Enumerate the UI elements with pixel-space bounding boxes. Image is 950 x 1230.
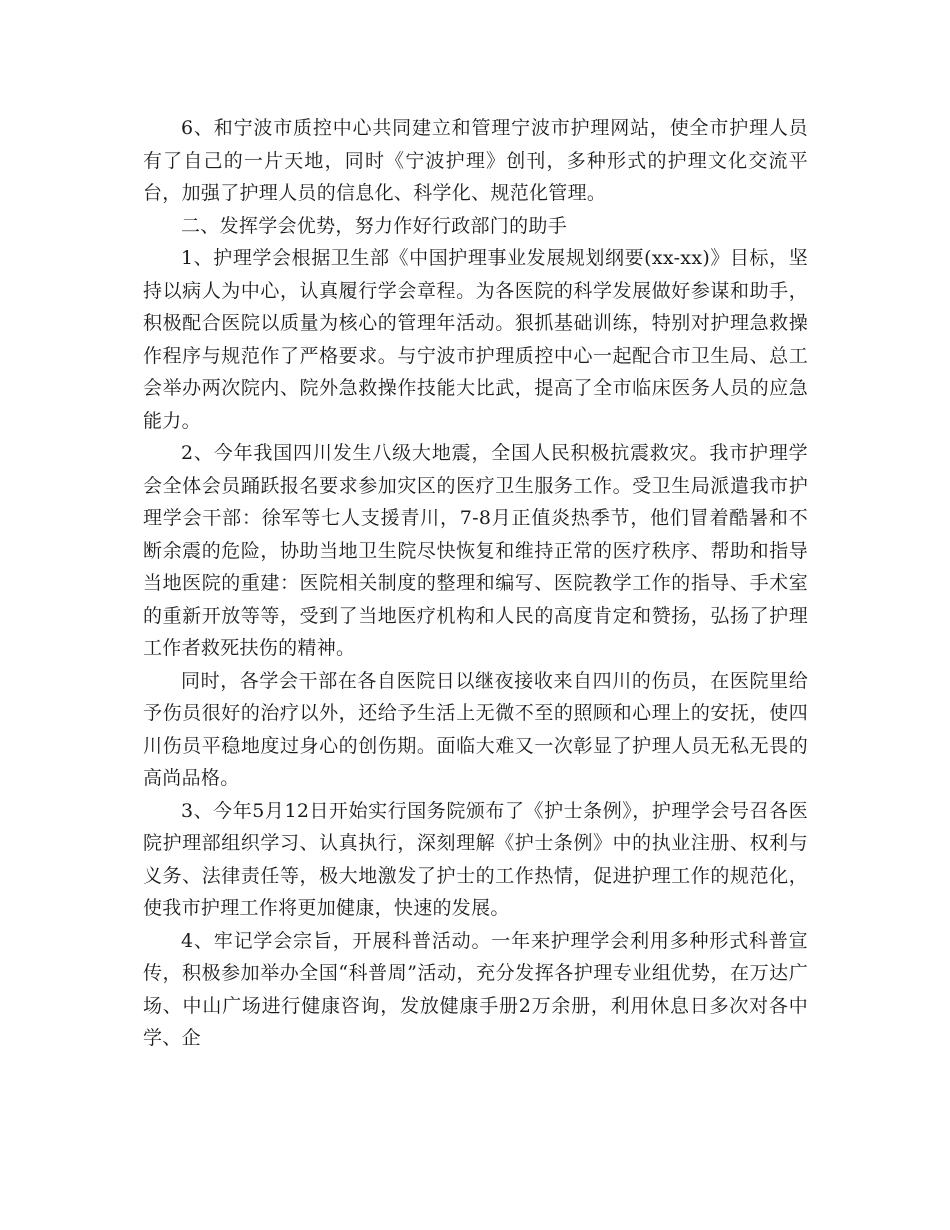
paragraph-item-4: 4、牢记学会宗旨，开展科普活动。一年来护理学会利用多种形式科普宣传，积极参加举办全国“科普周”活动，充分发挥各护理专业组优势，在万达广场、中山广场进行健康咨询，发放健康手册2万余册，利用休息日多次对各中学、企	[143, 929, 808, 1049]
paragraph-item-6: 6、和宁波市质控中心共同建立和管理宁波市护理网站，使全市护理人员有了自己的一片天地，同时《宁波护理》创刊，多种形式的护理文化交流平台，加强了护理人员的信息化、科学化、规范化管理。	[143, 117, 808, 204]
paragraph-item-2: 2、今年我国四川发生八级大地震，全国人民积极抗震救灾。我市护理学会全体会员踊跃报名要求参加灾区的医疗卫生服务工作。受卫生局派遣我市护理学会干部：徐军等七人支援青川，7-8月正值炎热季节，他们冒着酷暑和不断余震的危险，协助当地卫生院尽快恢复和维持正常的医疗秩序、帮助和指导当地医院的重建：医院相关制度的整理和编写、医院教学工作的指导、手术室的重新开放等等，受到了当地医疗机构和人民的高度肯定和赞扬，弘扬了护理工作者救死扶伤的精神。	[143, 442, 808, 659]
document-body	[143, 112, 808, 1055]
paragraph-item-1: 1、护理学会根据卫生部《中国护理事业发展规划纲要(xx-xx)》目标，坚持以病人为中心，认真履行学会章程。为各医院的科学发展做好参谋和助手，积极配合医院以质量为核心的管理年活动。狠抓基础训练，特别对护理急救操作程序与规范作了严格要求。与宁波市护理质控中心一起配合市卫生局、总工会举办两次院内、院外急救操作技能大比武，提高了全市临床医务人员的应急能力。	[143, 247, 808, 432]
paragraph-item-3: 3、今年5月12日开始实行国务院颁布了《护士条例》，护理学会号召各医院护理部组织学习、认真执行，深刻理解《护士条例》中的执业注册、权利与义务、法律责任等，极大地激发了护士的工作热情，促进护理工作的规范化，使我市护理工作将更加健康，快速的发展。	[143, 799, 808, 919]
section-heading-2: 二、发挥学会优势，努力作好行政部门的助手	[181, 214, 568, 237]
paragraph-continuation: 同时，各学会干部在各自医院日以继夜接收来自四川的伤员，在医院里给予伤员很好的治疗以外，还给予生活上无微不至的照顾和心理上的安抚，使四川伤员平稳地度过身心的创伤期。面临大难又一次彰显了护理人员无私无畏的高尚品格。	[143, 669, 808, 789]
